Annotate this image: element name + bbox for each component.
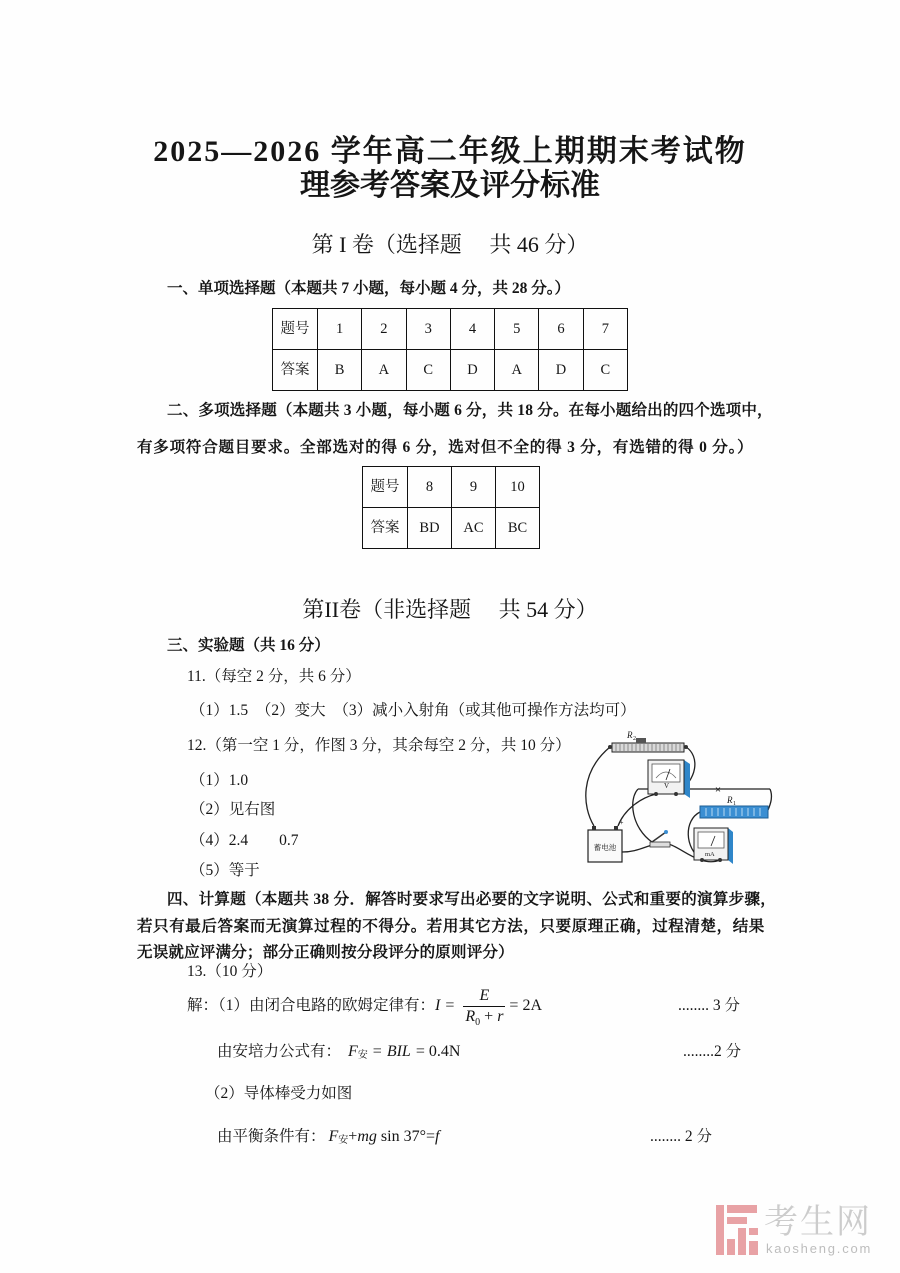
formula-result: = 2A bbox=[509, 997, 542, 1014]
fraction-numerator: E bbox=[479, 986, 490, 1004]
fraction-denominator: R 0 + r bbox=[465, 1007, 504, 1028]
logo-block bbox=[749, 1228, 758, 1235]
table-cell-number: 5 bbox=[495, 309, 539, 350]
section-4-heading-line-2: 若只有最后答案而无演算过程的不得分。若用其它方法，只要原理正确，过程清楚，结果 bbox=[137, 918, 765, 935]
resistor-body bbox=[700, 806, 768, 818]
formula-friction: f bbox=[434, 1128, 440, 1145]
cross-mark: × bbox=[714, 784, 722, 796]
multiple-choice-answer-table bbox=[362, 466, 540, 549]
r2-label: R bbox=[627, 730, 633, 740]
circuit-diagram bbox=[580, 728, 775, 870]
battery-terminal bbox=[614, 826, 618, 830]
question-13-step-2: 由安培力公式有： F 安 = BIL = 0.4N bbox=[217, 1043, 461, 1061]
terminal bbox=[718, 858, 722, 862]
table-cell-answer: BD bbox=[408, 508, 452, 549]
table-cell-number: 1 bbox=[318, 309, 362, 350]
table-cell-number: 2 bbox=[362, 309, 406, 350]
table-cell-answer: C bbox=[583, 350, 627, 391]
circuit-wire bbox=[586, 747, 610, 826]
r1-label-subscript: 1 bbox=[733, 801, 736, 807]
step-2-score: ........2 分 bbox=[683, 1043, 742, 1060]
logo-block bbox=[727, 1205, 757, 1213]
voltmeter-label: V bbox=[664, 782, 670, 790]
question-13-title: 13.（10 分） bbox=[187, 963, 273, 980]
circuit-wire bbox=[768, 789, 771, 810]
step-text: 由安培力公式有： bbox=[217, 1043, 342, 1060]
table-row-label: 答案 bbox=[273, 350, 318, 391]
table-row-question-numbers bbox=[363, 467, 540, 508]
table-cell-answer: C bbox=[406, 350, 450, 391]
section-1-heading: 一、单项选择题（本题共 7 小题，每小题 4 分，共 28 分。） bbox=[167, 280, 571, 297]
kaosheng-logo-icon bbox=[714, 1203, 760, 1257]
question-12-answer: （5）等于 bbox=[190, 862, 260, 879]
table-cell-answer: BC bbox=[496, 508, 540, 549]
terminal bbox=[608, 745, 612, 749]
section-4-heading-line-1: 四、计算题（本题共 38 分．解答时要求写出必要的文字说明、公式和重要的演算步骤， bbox=[167, 891, 777, 908]
question-11-answers: （1）1.5 （2）变大 （3）减小入射角（或其他可操作方法均可） bbox=[190, 702, 636, 719]
voltmeter-side bbox=[684, 760, 690, 798]
document-title-line-2: 理参考答案及评分标准 bbox=[300, 169, 600, 202]
section-3-heading: 三、实验题（共 16 分） bbox=[167, 637, 330, 654]
table-cell-answer: D bbox=[450, 350, 494, 391]
denominator-internal-resistance: r bbox=[497, 1007, 504, 1025]
terminal bbox=[684, 745, 688, 749]
table-row-answers bbox=[363, 508, 540, 549]
part-2-heading: 第II卷（非选择题 共 54 分） bbox=[302, 597, 598, 622]
switch-lever bbox=[652, 832, 666, 842]
document-title-line-1: 2025—2026 学年高二年级上期期末考试物 bbox=[153, 135, 747, 168]
battery-label: 蓄电池 bbox=[593, 843, 617, 852]
question-11-title: 11.（每空 2 分，共 6 分） bbox=[187, 668, 361, 685]
formula-mg: mg bbox=[357, 1128, 377, 1145]
logo-block bbox=[727, 1239, 735, 1255]
formula-plus: + bbox=[348, 1128, 358, 1145]
formula-sin: sin 37°= bbox=[380, 1128, 435, 1145]
table-cell-number: 6 bbox=[539, 309, 583, 350]
circuit-wire bbox=[622, 845, 652, 852]
formula-current-symbol: I bbox=[435, 997, 441, 1014]
table-cell-answer: AC bbox=[452, 508, 496, 549]
formula-force-symbol: F bbox=[328, 1128, 339, 1145]
table-cell-number: 9 bbox=[452, 467, 496, 508]
watermark-domain: kaosheng.com bbox=[766, 1241, 873, 1256]
formula-result: = 0.4N bbox=[415, 1043, 461, 1060]
question-12-answer: （2）见右图 bbox=[190, 801, 276, 818]
formula-fraction bbox=[463, 986, 505, 1027]
table-row-answers bbox=[273, 350, 628, 391]
table-cell-number: 10 bbox=[496, 467, 540, 508]
question-12-answer: （4）2.4 0.7 bbox=[190, 832, 299, 849]
formula-bil: BIL bbox=[386, 1043, 411, 1060]
switch-knob bbox=[664, 830, 668, 834]
section-4-heading-line-3: 无误就应评满分；部分正确则按分段评分的原则评分） bbox=[137, 944, 514, 961]
table-row-label: 题号 bbox=[273, 309, 318, 350]
formula-force-symbol: F bbox=[348, 1043, 358, 1060]
question-13-step-3: （2）导体棒受力如图 bbox=[205, 1085, 353, 1102]
table-cell-answer: D bbox=[539, 350, 583, 391]
voltmeter bbox=[648, 760, 690, 798]
terminal bbox=[674, 792, 678, 796]
rheostat-r2 bbox=[608, 730, 688, 752]
logo-block bbox=[749, 1241, 758, 1255]
terminal bbox=[654, 792, 658, 796]
table-row-label: 答案 bbox=[363, 508, 408, 549]
single-choice-answer-table bbox=[272, 308, 628, 391]
milliammeter-label: mA bbox=[705, 851, 715, 858]
section-2-heading-line-2: 有多项符合题目要求。全部选对的得 6 分，选对但不全的得 3 分，有选错的得 0 分。） bbox=[137, 439, 754, 456]
question-12-answer: （1）1.0 bbox=[190, 772, 249, 789]
table-cell-answer: A bbox=[495, 350, 539, 391]
circuit-wire bbox=[633, 789, 652, 842]
step-4-score: ........ 2 分 bbox=[650, 1128, 713, 1145]
section-2-heading-line-1: 二、多项选择题（本题共 3 小题，每小题 6 分，共 18 分。在每小题给出的四个选项中， bbox=[167, 402, 773, 419]
switch bbox=[650, 830, 670, 847]
r2-label-subscript: 2 bbox=[633, 736, 636, 742]
step-1-score: ........ 3 分 bbox=[678, 997, 741, 1014]
battery-terminal bbox=[592, 826, 596, 830]
logo-block bbox=[716, 1205, 724, 1255]
table-cell-number: 7 bbox=[583, 309, 627, 350]
battery-plus-sign: + bbox=[619, 818, 624, 827]
formula-equals: = bbox=[372, 1043, 382, 1060]
terminal bbox=[700, 858, 704, 862]
rheostat-slider bbox=[636, 738, 646, 743]
denominator-resistance: R bbox=[465, 1007, 476, 1025]
part-1-heading: 第 I 卷（选择题 共 46 分） bbox=[311, 232, 589, 257]
logo-block bbox=[727, 1217, 747, 1224]
step-text: 由平衡条件有： bbox=[217, 1128, 326, 1145]
milliammeter bbox=[694, 828, 733, 864]
circuit-wire bbox=[618, 794, 656, 826]
question-13-step-1 bbox=[187, 985, 542, 1027]
table-cell-number: 3 bbox=[406, 309, 450, 350]
denominator-plus: + bbox=[484, 1007, 494, 1025]
question-13-step-4: 由平衡条件有： F 安 + mg sin 37°= f bbox=[217, 1128, 440, 1146]
step-text: 解：（1）由闭合电路的欧姆定律有： bbox=[187, 997, 436, 1014]
switch-base bbox=[650, 842, 670, 847]
table-cell-number: 4 bbox=[450, 309, 494, 350]
logo-block bbox=[738, 1228, 746, 1255]
r1-label: R bbox=[727, 795, 733, 805]
milliammeter-side bbox=[728, 828, 733, 864]
table-cell-answer: B bbox=[318, 350, 362, 391]
table-cell-answer: A bbox=[362, 350, 406, 391]
table-row-label: 题号 bbox=[363, 467, 408, 508]
table-cell-number: 8 bbox=[408, 467, 452, 508]
table-row-question-numbers bbox=[273, 309, 628, 350]
formula-equals: = bbox=[445, 997, 455, 1014]
question-12-title: 12.（第一空 1 分，作图 3 分，其余每空 2 分，共 10 分） bbox=[187, 737, 571, 754]
resistor-r1 bbox=[700, 795, 768, 818]
watermark-name: 考生网 bbox=[764, 1202, 872, 1242]
